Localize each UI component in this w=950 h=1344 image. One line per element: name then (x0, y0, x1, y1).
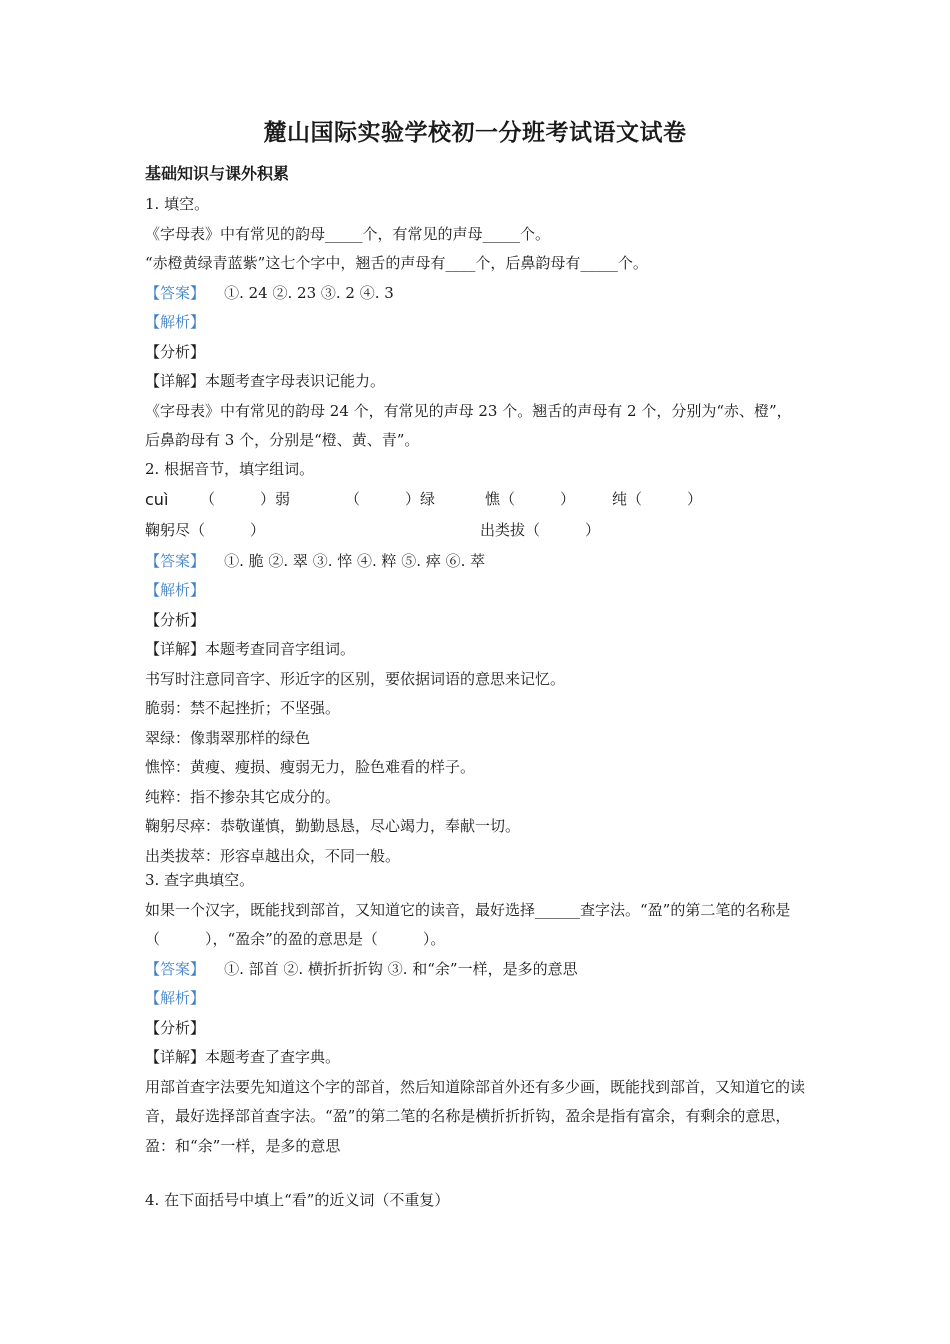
q2-note: 书写时注意同音字、形近字的区别，要依据词语的意思来记忆。 (145, 669, 566, 688)
q1-line1: 《字母表》中有常见的韵母_____个，有常见的声母_____个。 (145, 224, 551, 243)
q1-stem: 1. 填空。 (145, 195, 210, 213)
q2-note: 憔悴：黄瘦、瘦损、瘦弱无力，脸色难看的样子。 (145, 758, 476, 776)
q2-word-1: （ ）弱 (200, 489, 291, 508)
analysis-tag: 【解析】 (145, 989, 206, 1007)
detail-tag: 【详解】 (145, 372, 206, 390)
q1-line2: “赤橙黄绿青蓝紫”这七个字中，翘舌的声母有____个，后鼻韵母有_____个。 (145, 254, 648, 272)
q2-word-4: 纯（ ） (612, 489, 703, 508)
detail-tag: 【详解】 (145, 640, 206, 658)
q2-note: 出类拔萃：形容卓越出众，不同一般。 (145, 846, 401, 865)
q2-stem: 2. 根据音节，填字组词。 (145, 460, 315, 478)
q2-note: 翠绿：像翡翠那样的绿色 (145, 728, 311, 747)
analysis-tag: 【解析】 (145, 313, 206, 331)
q2-note: 脆弱：禁不起挫折；不坚强。 (145, 699, 341, 717)
question-3 (145, 866, 805, 1161)
fenxi-tag: 【分析】 (145, 610, 206, 629)
q4-stem: 4. 在下面括号中填上“看”的近义词（不重复） (145, 1191, 450, 1209)
answer-tag: 【答案】 (145, 551, 206, 570)
fenxi-tag: 【分析】 (145, 1018, 206, 1037)
q2-detail-row (145, 635, 805, 665)
q3-answer: ①. 部首 ②. 横折折折钩 ③. 和“余”一样，是多的意思 (224, 959, 578, 978)
q1-answer: ①. 24 ②. 23 ③. 2 ④. 3 (224, 283, 394, 302)
question-2 (145, 455, 805, 871)
q3-detail-row (145, 1043, 805, 1073)
q2-words-row-2 (145, 516, 805, 547)
q3-explain: 用部首查字法要先知道这个字的部首，然后知道除部首外还有多少画，既能找到部首，又知道它的读音，最好选择部首查字法。“盈”的第二笔的名称是横折折折钩，盈余是指有富余，有剩余的意思，盈：和“余”一样，是多的意思 (145, 1077, 806, 1155)
q2-word-5: 鞠躬尽（ ） (145, 520, 266, 539)
fenxi-tag: 【分析】 (145, 342, 206, 361)
q2-answer: ①. 脆 ②. 翠 ③. 悴 ④. 粹 ⑤. 瘁 ⑥. 萃 (224, 551, 486, 570)
q1-answer-row (145, 279, 805, 309)
q2-note: 鞠躬尽瘁：恭敬谨慎，勤勤恳恳，尽心竭力，奉献一切。 (145, 817, 521, 835)
q3-detail: 本题考查了查字典。 (205, 1048, 341, 1066)
analysis-tag: 【解析】 (145, 581, 206, 599)
page-title: 麓山国际实验学校初一分班考试语文试卷 (263, 120, 687, 146)
q1-explain: 《字母表》中有常见的韵母 24 个，有常见的声母 23 个。翘舌的声母有 2 个，分别为“赤、橙”，后鼻韵母有 3 个，分别是“橙、黄、青”。 (145, 401, 792, 449)
section-heading: 基础知识与课外积累 (145, 164, 290, 183)
q2-detail: 本题考查同音字组词。 (205, 640, 356, 658)
q2-word-3: 憔（ ） (485, 489, 576, 508)
q2-note: 纯粹：指不掺杂其它成分的。 (145, 787, 341, 806)
q1-detail: 本题考查字母表识记能力。 (205, 372, 386, 390)
answer-tag: 【答案】 (145, 959, 206, 978)
q3-answer-row (145, 955, 805, 985)
question-1 (145, 190, 805, 456)
q1-detail-row (145, 367, 805, 397)
q2-word-2: （ ）绿 (345, 489, 436, 508)
q2-words-row-1 (145, 485, 805, 516)
answer-tag: 【答案】 (145, 283, 206, 302)
q2-answer-row (145, 547, 805, 577)
q2-word-6: 出类拔（ ） (480, 520, 601, 539)
question-4 (145, 1186, 805, 1216)
q2-pinyin: cuì (145, 489, 169, 509)
q3-stem: 3. 查字典填空。 (145, 871, 255, 889)
detail-tag: 【详解】 (145, 1048, 206, 1066)
q3-body: 如果一个汉字，既能找到部首，又知道它的读音，最好选择______查字法。“盈”的第二笔的名称是（ ），“盈余”的盈的意思是（ ）。 (145, 900, 791, 948)
